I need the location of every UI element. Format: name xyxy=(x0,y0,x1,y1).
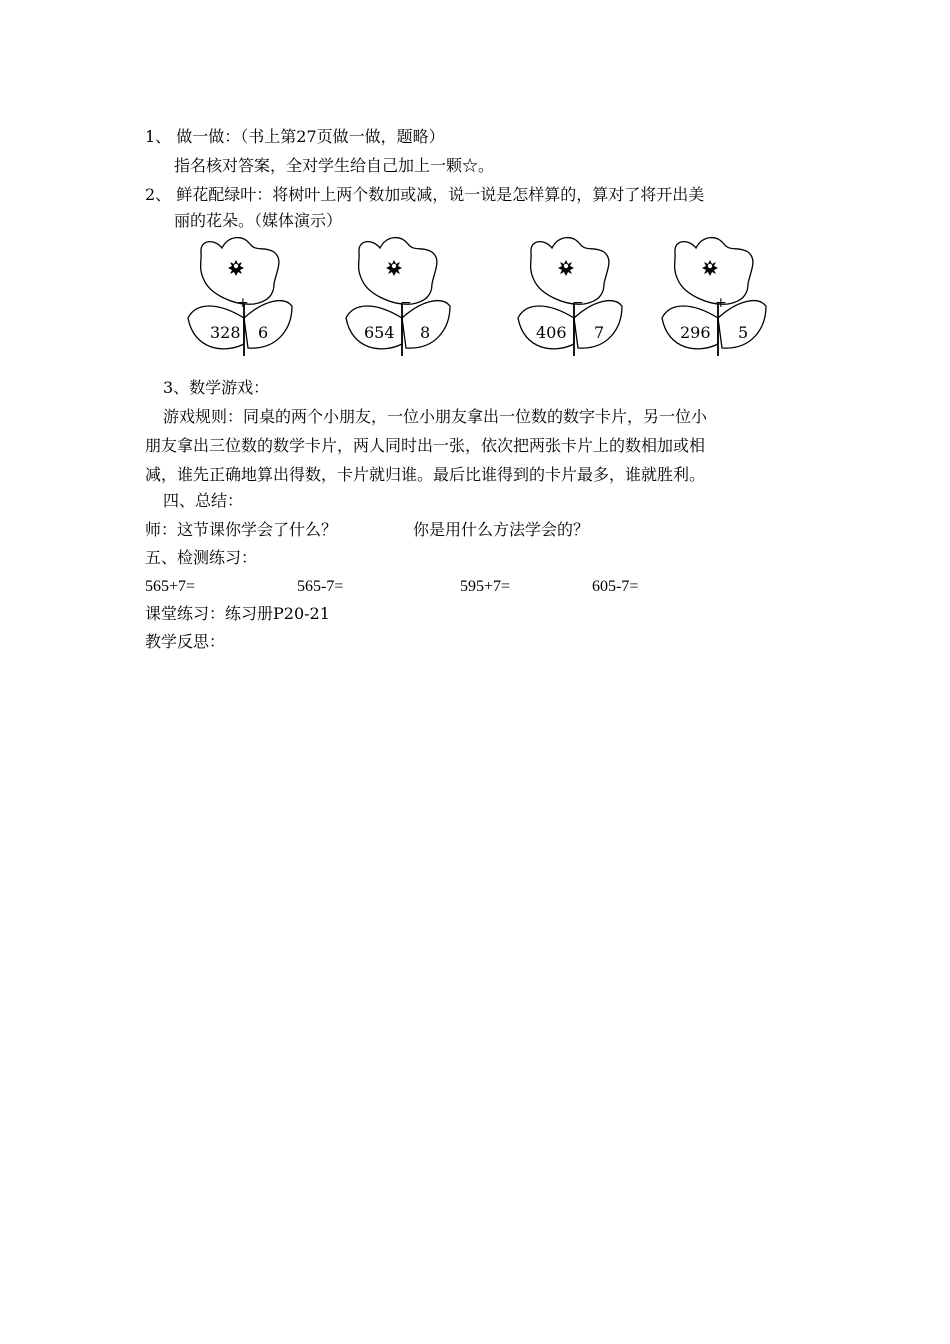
section2-line2: 丽的花朵。（媒体演示） xyxy=(174,211,343,230)
leaf-left-number-3: 406 xyxy=(536,323,567,342)
summary-question-2: 你是用什么方法学会的？ xyxy=(413,520,590,539)
classroom-practice: 课堂练习：练习册P20-21 xyxy=(145,604,330,623)
exercise-1: 565+7= xyxy=(145,578,196,595)
operator-1: + xyxy=(237,295,249,311)
flower-3 xyxy=(514,232,644,357)
operator-4: + xyxy=(715,295,727,311)
flower-4 xyxy=(658,232,788,357)
operator-2: − xyxy=(400,295,412,311)
flower-icon xyxy=(184,232,314,357)
section3-title: 3、数学游戏： xyxy=(163,378,270,397)
operator-3: − xyxy=(572,295,584,311)
teaching-reflection: 教学反思： xyxy=(145,632,226,651)
exercise-3: 595+7= xyxy=(460,578,511,595)
exercise-4: 605-7= xyxy=(592,578,639,595)
section3-rule-line1: 游戏规则：同桌的两个小朋友，一位小朋友拿出一位数的数字卡片，另一位小 xyxy=(163,407,708,426)
section1-line2: 指名核对答案，全对学生给自己加上一颗☆。 xyxy=(174,156,495,175)
leaf-left-number-1: 328 xyxy=(210,323,241,342)
exercise-2: 565-7= xyxy=(297,578,344,595)
section3-rule-line3: 减，谁先正确地算出得数，卡片就归谁。最后比谁得到的卡片最多，谁就胜利。 xyxy=(145,465,706,484)
leaf-left-number-2: 654 xyxy=(364,323,395,342)
summary-question-1: 师：这节课你学会了什么？ xyxy=(145,520,338,539)
flower-row xyxy=(0,232,950,362)
leaf-right-number-3: 7 xyxy=(594,323,605,342)
section2-line1: 2、 鲜花配绿叶：将树叶上两个数加或减，说一说是怎样算的，算对了将开出美 xyxy=(145,185,705,204)
section4-title: 四、总结： xyxy=(163,491,244,510)
flower-1 xyxy=(184,232,314,357)
leaf-right-number-4: 5 xyxy=(738,323,749,342)
section3-rule-line2: 朋友拿出三位数的数学卡片，两人同时出一张，依次把两张卡片上的数相加或相 xyxy=(145,436,706,455)
leaf-right-number-1: 6 xyxy=(258,323,269,342)
section5-title: 五、检测练习： xyxy=(145,548,258,567)
leaf-left-number-4: 296 xyxy=(680,323,711,342)
flower-2 xyxy=(342,232,472,357)
leaf-right-number-2: 8 xyxy=(420,323,431,342)
section1-line1: 1、 做一做：（书上第27页做一做，题略） xyxy=(145,127,445,146)
